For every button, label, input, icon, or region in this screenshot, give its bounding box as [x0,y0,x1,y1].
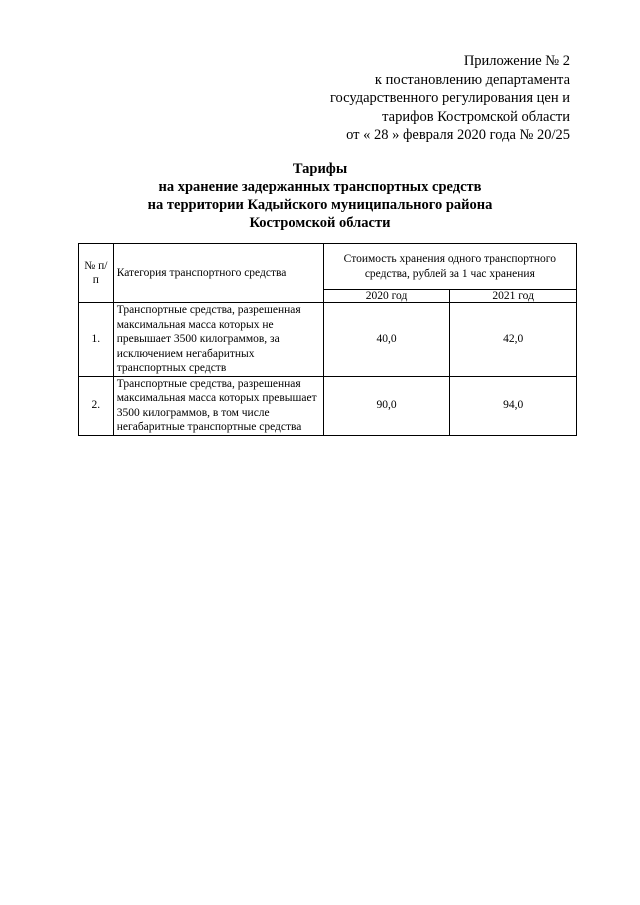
title-region: Костромской области [249,215,391,231]
row-value-2020: 90,0 [323,376,450,435]
row-number: 2. [79,376,114,435]
row-value-2020: 40,0 [323,303,450,377]
table-row [79,303,577,377]
appendix-header [330,52,570,145]
appendix-region: тарифов Костромской области [382,108,570,125]
row-category: Транспортные средства, разрешенная максимальная масса которых не превышает 3500 килограммов, за исключением негабаритных транспортных средств [113,303,323,377]
table-header-row [79,244,577,290]
appendix-department: государственного регулирования цен и [329,90,570,106]
title-territory: на территории Кадыйского муниципального района [147,197,493,213]
table-row [79,376,577,435]
document-title [0,160,640,232]
row-number: 1. [79,303,114,377]
appendix-title: Приложение № 2 [463,53,570,69]
title-heading: Тарифы [292,161,348,177]
header-cost: Стоимость хранения одного транспортного средства, рублей за 1 час хранения [323,244,576,290]
appendix-reference: к постановлению департамента [374,71,570,88]
header-num: № п/п [79,244,114,303]
row-value-2021: 42,0 [450,303,577,377]
tariffs-table [78,243,577,436]
header-category: Категория транспортного средства [113,244,323,303]
row-value-2021: 94,0 [450,376,577,435]
appendix-date-number: от « 28 » февраля 2020 года № 20/25 [346,127,570,143]
row-category: Транспортные средства, разрешенная максимальная масса которых превышает 3500 килограммов, в том числе негабаритные транспортные средства [113,376,323,435]
title-subject: на хранение задержанных транспортных средств [158,179,482,195]
header-year-2020: 2020 год [323,290,450,303]
header-year-2021: 2021 год [450,290,577,303]
